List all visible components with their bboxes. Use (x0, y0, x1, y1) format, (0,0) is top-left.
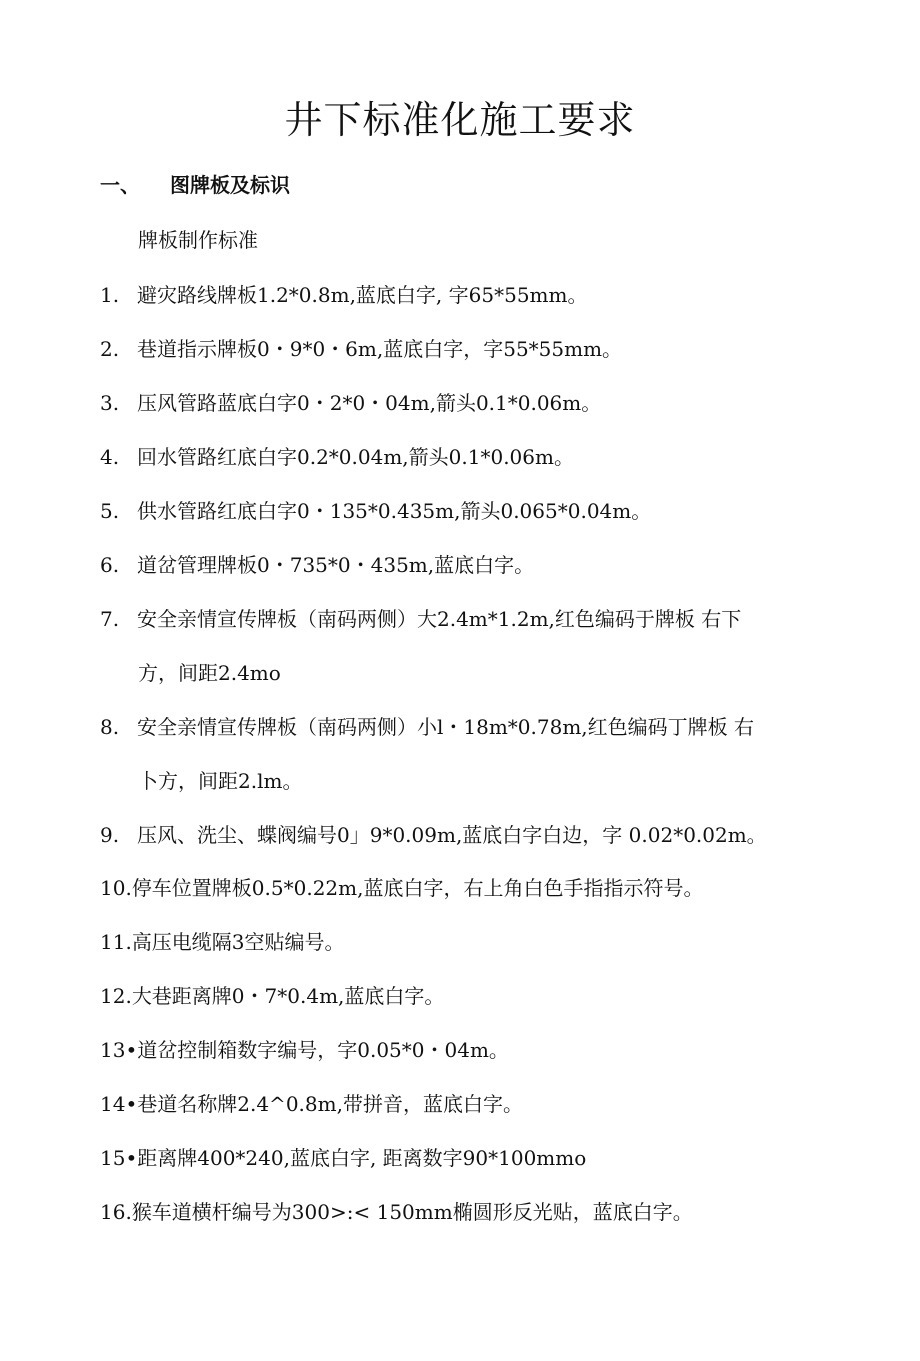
list-item-number: 13• (100, 1038, 138, 1062)
list-item-number: 7. (100, 607, 120, 631)
list-item-number: 15• (100, 1146, 138, 1170)
list-item-text: 距离牌400*240,蓝底白字, 距离数字90*100mmo (137, 1146, 587, 1170)
list-item-number: 10. (100, 876, 132, 900)
list-item (100, 1143, 586, 1173)
list-item-text: 道岔控制箱数字编号，字0.05*0・04m。 (137, 1038, 509, 1062)
list-item-text: 停车位置牌板0.5*0.22m,蓝底白字，右上角白色手指指示符号。 (131, 876, 704, 900)
list-item-text: 高压电缆隔3空贴编号。 (131, 930, 345, 954)
list-item-number: 14• (100, 1092, 138, 1116)
list-item (100, 820, 767, 850)
list-item (100, 873, 703, 903)
list-item (100, 388, 601, 418)
list-item-number: 3. (100, 391, 120, 415)
list-item-number: 5. (100, 499, 120, 523)
section-heading-text: 图牌板及标识 (170, 173, 290, 197)
list-item-number: 6. (100, 553, 120, 577)
list-item-number: 4. (100, 445, 120, 469)
list-item-number: 12. (100, 984, 132, 1008)
list-item (100, 1197, 693, 1227)
list-item-text: 压风管路蓝底白字0・2*0・04m,箭头0.1*0.06m。 (137, 391, 602, 415)
list-item (100, 280, 587, 310)
list-item-text: 安全亲情宣传牌板（南码两侧）小l・18m*0.78m,红色编码丁牌板 右 (137, 715, 755, 739)
list-item-number: 2. (100, 337, 120, 361)
list-item (100, 496, 651, 526)
section-number: 一、 (100, 173, 140, 197)
list-item-number: 11. (100, 930, 132, 954)
list-item-text: 供水管路红底白字0・135*0.435m,箭头0.065*0.04m。 (137, 499, 652, 523)
list-item (100, 550, 534, 580)
list-item-text: 避灾路线牌板1.2*0.8m,蓝底白字, 字65*55mm。 (137, 283, 588, 307)
list-item-text: 猴车道横杆编号为300>:< 150mm椭圆形反光贴，蓝底白字。 (131, 1200, 693, 1224)
list-item-continuation: 卜方，间距2.lm。 (138, 769, 303, 793)
list-item (100, 712, 754, 742)
list-item (100, 1035, 509, 1065)
list-item-number: 8. (100, 715, 120, 739)
list-item-text: 大巷距离牌0・7*0.4m,蓝底白字。 (131, 984, 445, 1008)
list-item (100, 1089, 523, 1119)
list-item (100, 334, 622, 364)
list-item-text: 巷道名称牌2.4^0.8m,带拼音，蓝底白字。 (137, 1092, 523, 1116)
page-title: 井下标准化施工要求 (284, 98, 636, 142)
list-item-text: 道岔管理牌板0・735*0・435m,蓝底白字。 (137, 553, 535, 577)
list-item-text: 回水管路红底白字0.2*0.04m,箭头0.1*0.06m。 (137, 445, 574, 469)
subheading: 牌板制作标准 (138, 228, 258, 252)
list-item (100, 442, 574, 472)
list-item-continuation: 方，间距2.4mo (138, 661, 281, 685)
list-item (100, 604, 741, 634)
list-item (100, 927, 345, 957)
list-item-text: 安全亲情宣传牌板（南码两侧）大2.4m*1.2m,红色编码于牌板 右下 (137, 607, 742, 631)
list-item-number: 16. (100, 1200, 132, 1224)
list-item-text: 巷道指示牌板0・9*0・6m,蓝底白字，字55*55mm。 (137, 337, 623, 361)
list-item (100, 981, 444, 1011)
list-item-number: 9. (100, 823, 120, 847)
section-heading (100, 170, 290, 200)
list-item-number: 1. (100, 283, 120, 307)
list-item-text: 压风、洗尘、蝶阀编号0」9*0.09m,蓝底白字白边，字 0.02*0.02m。 (137, 823, 767, 847)
